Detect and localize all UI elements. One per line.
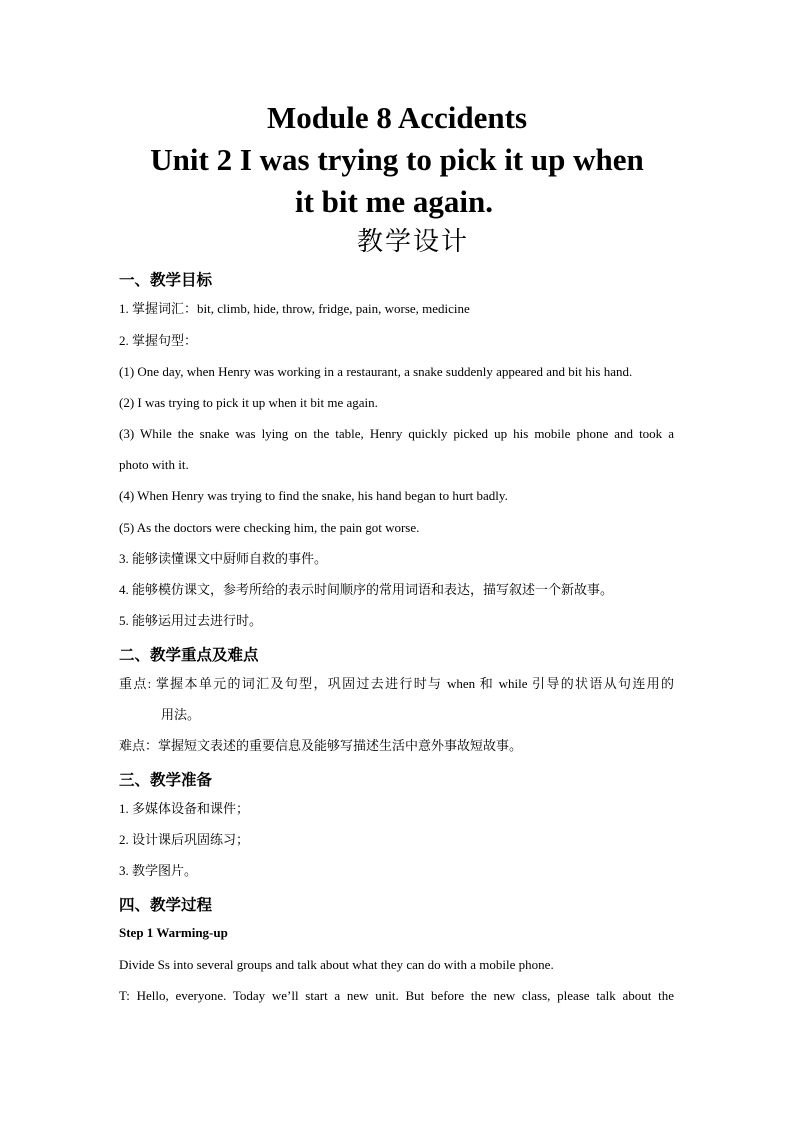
difficult-point: 难点：掌握短文表述的重要信息及能够写描述生活中意外事故短故事。 — [119, 738, 523, 753]
sentence-5: (5) As the doctors were checking him, the pain got worse. — [119, 520, 420, 535]
sentence-3-line-2: photo with it. — [119, 457, 189, 472]
goal-item-4: 4. 能够模仿课文，参考所给的表示时间顺序的常用词语和表达，描写叙述一个新故事。 — [119, 582, 614, 597]
key-point-line-1: 重点: 掌握本单元的词汇及句型，巩固过去进行时与 when 和 while 引导的状语从句连用的 — [119, 676, 674, 691]
section-heading-process: 四、教学过程 — [119, 896, 213, 914]
section-heading-goals: 一、教学目标 — [119, 271, 213, 289]
key-point-line-2: 用法。 — [161, 707, 201, 722]
prep-item-1: 1. 多媒体设备和课件； — [119, 801, 250, 816]
sentence-1: (1) One day, when Henry was working in a restaurant, a snake suddenly appeared and bit his hand. — [119, 364, 633, 379]
process-paragraph-2: T: Hello, everyone. Today we’ll start a new unit. But before the new class, please talk about the — [119, 988, 674, 1003]
sentence-4: (4) When Henry was trying to find the snake, his hand began to hurt badly. — [119, 488, 508, 503]
title-line-3: it bit me again. — [294, 184, 494, 219]
goal-item-2: 2. 掌握句型： — [119, 333, 198, 348]
sentence-2: (2) I was trying to pick it up when it bit me again. — [119, 395, 378, 410]
sentence-3-line-1: (3) While the snake was lying on the table, Henry quickly picked up his mobile phone and took a — [119, 426, 674, 441]
process-paragraph-1: Divide Ss into several groups and talk about what they can do with a mobile phone. — [119, 957, 554, 972]
goal-item-1: 1. 掌握词汇：bit, climb, hide, throw, fridge, pain, worse, medicine — [119, 301, 470, 316]
goal-item-5: 5. 能够运用过去进行时。 — [119, 613, 263, 628]
section-heading-prep: 三、教学准备 — [119, 771, 213, 789]
title-line-1: Module 8 Accidents — [266, 100, 528, 135]
step-1-heading: Step 1 Warming-up — [119, 925, 228, 940]
prep-item-3: 3. 教学图片。 — [119, 863, 198, 878]
document-subtitle: 教学设计 — [356, 227, 469, 257]
title-line-2: Unit 2 I was trying to pick it up when — [150, 142, 644, 177]
goal-item-3: 3. 能够读懂课文中厨师自救的事件。 — [119, 551, 328, 566]
section-heading-focus: 二、教学重点及难点 — [119, 646, 259, 664]
prep-item-2: 2. 设计课后巩固练习； — [119, 832, 250, 847]
